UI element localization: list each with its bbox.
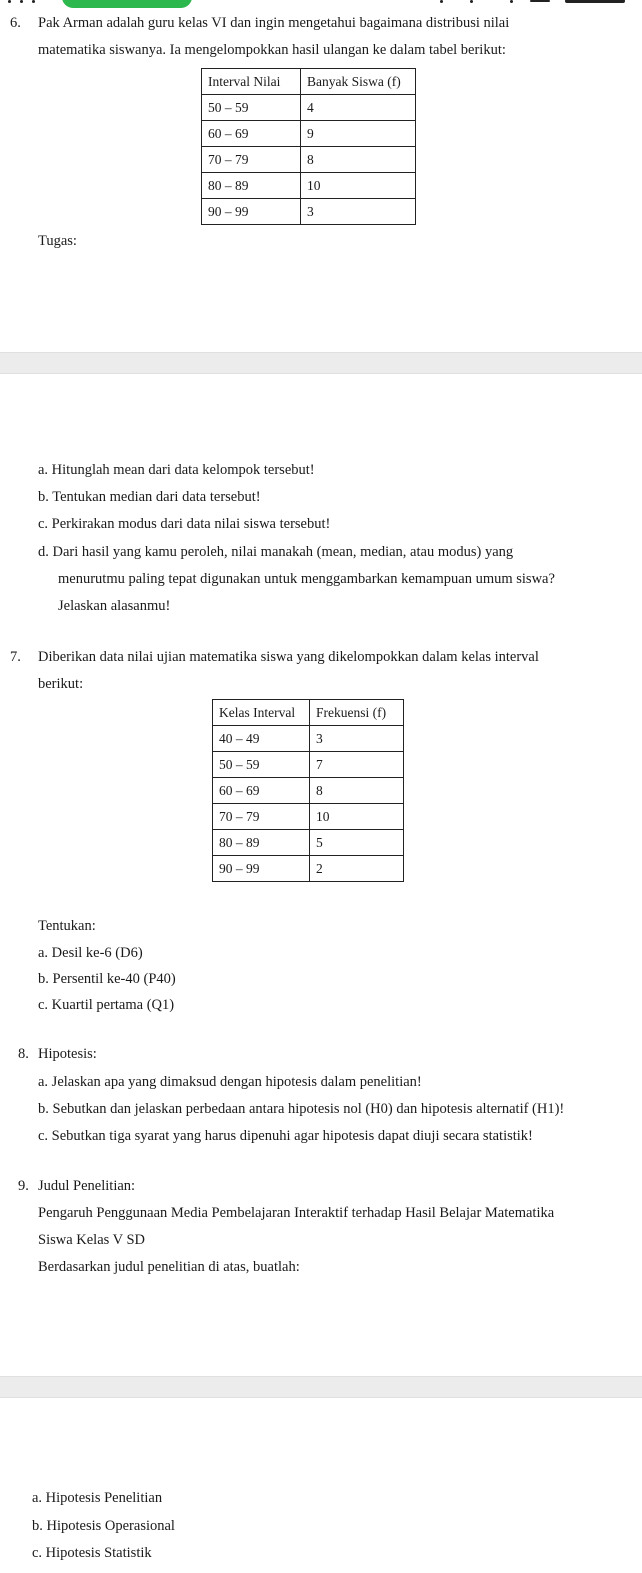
q6-item-d-line2: menurutmu paling tepat digunakan untuk menggambarkan kemampuan umum siswa? <box>58 571 555 587</box>
status-bar <box>0 0 642 10</box>
status-dot <box>530 0 550 2</box>
page-break-divider <box>0 1376 642 1398</box>
table-cell: 70 – 79 <box>202 147 301 173</box>
table-cell: 40 – 49 <box>213 726 310 752</box>
q6-table <box>201 68 416 225</box>
q6-text-line1: Pak Arman adalah guru kelas VI dan ingin mengetahui bagaimana distribusi nilai <box>38 15 510 31</box>
page-break-divider <box>0 352 642 374</box>
table-row <box>202 173 416 199</box>
q6-number: 6. <box>10 15 21 31</box>
status-dot <box>32 0 35 3</box>
status-dot <box>8 0 11 3</box>
table-header-cell: Frekuensi (f) <box>310 700 404 726</box>
status-pill <box>62 0 192 8</box>
table-header-row <box>202 69 416 95</box>
q9-title: Judul Penelitian: <box>38 1178 136 1194</box>
status-dot <box>470 0 473 3</box>
q9-number: 9. <box>18 1178 29 1194</box>
table-row <box>213 752 404 778</box>
table-cell: 80 – 89 <box>202 173 301 199</box>
status-dot <box>510 0 513 3</box>
table-row <box>202 121 416 147</box>
table-cell: 50 – 59 <box>202 95 301 121</box>
q8-item-a: a. Jelaskan apa yang dimaksud dengan hipotesis dalam penelitian! <box>38 1074 422 1090</box>
q6-item-a: a. Hitunglah mean dari data kelompok tersebut! <box>38 462 315 478</box>
table-row <box>213 804 404 830</box>
q9-judul-line1: Pengaruh Penggunaan Media Pembelajaran Interaktif terhadap Hasil Belajar Matematika <box>38 1205 555 1221</box>
table-cell: 60 – 69 <box>202 121 301 147</box>
q9-instruction: Berdasarkan judul penelitian di atas, buatlah: <box>38 1259 300 1275</box>
table-cell: 10 <box>310 804 404 830</box>
q6-tugas-label: Tugas: <box>38 233 77 249</box>
table-cell: 4 <box>301 95 416 121</box>
q6-item-c: c. Perkirakan modus dari data nilai siswa tersebut! <box>38 516 331 532</box>
q6-item-b: b. Tentukan median dari data tersebut! <box>38 489 261 505</box>
q9-item-a: a. Hipotesis Penelitian <box>32 1490 163 1506</box>
q9-item-c: c. Hipotesis Statistik <box>32 1545 152 1561</box>
q8-item-c: c. Sebutkan tiga syarat yang harus dipenuhi agar hipotesis dapat diuji secara statistik! <box>38 1128 533 1144</box>
q9-item-b: b. Hipotesis Operasional <box>32 1518 175 1534</box>
table-cell: 3 <box>310 726 404 752</box>
table-cell: 2 <box>310 856 404 882</box>
q7-item-b: b. Persentil ke-40 (P40) <box>38 971 176 987</box>
table-cell: 10 <box>301 173 416 199</box>
table-cell: 8 <box>310 778 404 804</box>
q7-text-line2: berikut: <box>38 676 84 692</box>
table-cell: 50 – 59 <box>213 752 310 778</box>
q7-item-c: c. Kuartil pertama (Q1) <box>38 997 175 1013</box>
status-dot <box>440 0 443 3</box>
q6-item-d: d. Dari hasil yang kamu peroleh, nilai manakah (mean, median, atau modus) yang <box>38 544 514 560</box>
table-header-cell: Interval Nilai <box>202 69 301 95</box>
table-cell: 5 <box>310 830 404 856</box>
q8-title: Hipotesis: <box>38 1046 97 1062</box>
table-header-cell: Kelas Interval <box>213 700 310 726</box>
q7-number: 7. <box>10 649 21 665</box>
q7-tentukan-label: Tentukan: <box>38 918 96 934</box>
q6-text-line2: matematika siswanya. Ia mengelompokkan hasil ulangan ke dalam tabel berikut: <box>38 42 506 58</box>
table-cell: 9 <box>301 121 416 147</box>
table-cell: 7 <box>310 752 404 778</box>
table-row <box>202 199 416 225</box>
status-dot <box>20 0 23 3</box>
q8-number: 8. <box>18 1046 29 1062</box>
q7-text-line1: Diberikan data nilai ujian matematika siswa yang dikelompokkan dalam kelas interval <box>38 649 539 665</box>
table-cell: 8 <box>301 147 416 173</box>
q9-judul-line2: Siswa Kelas V SD <box>38 1232 146 1248</box>
q6-item-d-line3: Jelaskan alasanmu! <box>58 598 171 614</box>
q7-item-a: a. Desil ke-6 (D6) <box>38 945 143 961</box>
table-header-cell: Banyak Siswa (f) <box>301 69 416 95</box>
table-cell: 70 – 79 <box>213 804 310 830</box>
table-row <box>213 726 404 752</box>
table-cell: 3 <box>301 199 416 225</box>
table-row <box>202 95 416 121</box>
table-header-row <box>213 700 404 726</box>
table-row <box>202 147 416 173</box>
table-cell: 80 – 89 <box>213 830 310 856</box>
table-cell: 60 – 69 <box>213 778 310 804</box>
q8-item-b: b. Sebutkan dan jelaskan perbedaan antara hipotesis nol (H0) dan hipotesis alternatif (H1)! <box>38 1101 565 1117</box>
table-row <box>213 778 404 804</box>
status-dot <box>565 0 625 3</box>
q7-table <box>212 699 404 882</box>
table-cell: 90 – 99 <box>202 199 301 225</box>
table-row <box>213 856 404 882</box>
table-cell: 90 – 99 <box>213 856 310 882</box>
table-row <box>213 830 404 856</box>
